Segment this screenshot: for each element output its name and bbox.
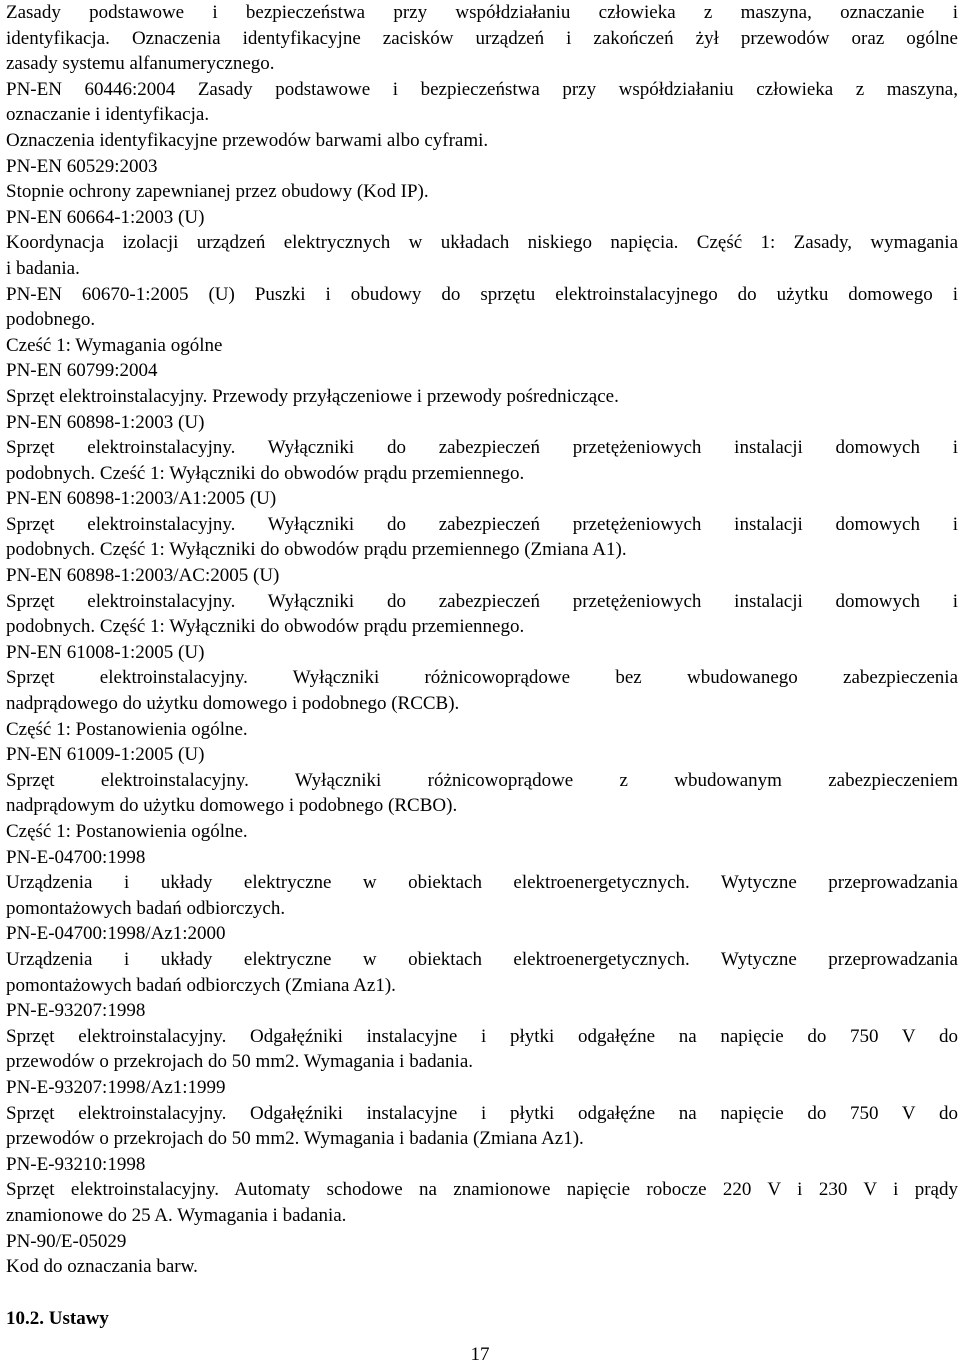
text-line: Urządzenia i układy elektryczne w obiektach elektroenergetycznych. Wytyczne przeprowadzania (6, 948, 958, 970)
text-line: podobnego. (6, 309, 96, 331)
text-line: Urządzenia i układy elektryczne w obiektach elektroenergetycznych. Wytyczne przeprowadzania (6, 872, 958, 894)
text-line: PN-EN 60799:2004 (6, 360, 158, 382)
text-line: znamionowe do 25 A. Wymagania i badania. (6, 1204, 347, 1226)
text-line: podobnych. Cześć 1: Wyłączniki do obwodów prądu przemiennego. (6, 462, 525, 484)
text-line: podobnych. Część 1: Wyłączniki do obwodów prądu przemiennego (Zmiana A1). (6, 539, 627, 561)
text-line: Oznaczenia identyfikacyjne przewodów barwami albo cyframi. (6, 129, 489, 151)
text-line: Sprzęt elektroinstalacyjny. Automaty schodowe na znamionowe napięcie robocze 220 V i 230 V i prądy (6, 1179, 958, 1201)
text-line: PN-E-93207:1998/Az1:1999 (6, 1076, 226, 1098)
text-line: PN-EN 60898-1:2003 (U) (6, 411, 205, 433)
text-line: podobnych. Część 1: Wyłączniki do obwodów prądu przemiennego. (6, 616, 525, 638)
text-line: PN-EN 60664-1:2003 (U) (6, 206, 205, 228)
page-number: 17 (470, 1344, 490, 1365)
text-line: Zasady podstawowe i bezpieczeństwa przy współdziałaniu człowieka z maszyna, oznaczanie i (6, 2, 958, 23)
text-line: Sprzęt elektroinstalacyjny. Odgałęźniki instalacyjne i płytki odgałęźne na napięcie do 750 V do (6, 1025, 958, 1047)
text-line: i badania. (6, 257, 80, 279)
text-line: Koordynacja izolacji urządzeń elektrycznych w układach niskiego napięcia. Część 1: Zasady, wymagania (6, 232, 958, 254)
text-line: Sprzęt elektroinstalacyjny. Wyłączniki różnicowoprądowe bez wbudowanego zabezpieczenia (6, 667, 958, 689)
text-line: Sprzęt elektroinstalacyjny. Przewody przyłączeniowe i przewody pośredniczące. (6, 385, 619, 407)
text-line: PN-EN 60898-1:2003/AC:2005 (U) (6, 565, 280, 587)
document-body (6, 0, 958, 1280)
text-line: Sprzęt elektroinstalacyjny. Wyłączniki do zabezpieczeń przetężeniowych instalacji domowych i (6, 513, 958, 535)
text-line: identyfikacja. Oznaczenia identyfikacyjne zacisków urządzeń i zakończeń żył przewodów oraz ogólne (6, 27, 958, 49)
text-line: przewodów o przekrojach do 50 mm2. Wymagania i badania. (6, 1051, 474, 1073)
text-line: PN-E-93207:1998 (6, 1000, 146, 1022)
text-line: PN-EN 60529:2003 (6, 155, 158, 177)
text-line: PN-E-04700:1998 (6, 846, 146, 868)
text-line: oznaczanie i identyfikacja. (6, 104, 210, 126)
text-line: PN-EN 60446:2004 Zasady podstawowe i bezpieczeństwa przy współdziałaniu człowieka z maszyna, (6, 78, 958, 100)
text-line: Kod do oznaczania barw. (6, 1256, 198, 1278)
section-heading: 10.2. Ustawy (6, 1308, 109, 1329)
text-line: Sprzęt elektroinstalacyjny. Wyłączniki do zabezpieczeń przetężeniowych instalacji domowych i (6, 590, 958, 612)
text-line: PN-E-93210:1998 (6, 1153, 146, 1175)
text-line: Część 1: Postanowienia ogólne. (6, 821, 248, 842)
text-line: Sprzęt elektroinstalacyjny. Wyłączniki do zabezpieczeń przetężeniowych instalacji domowych i (6, 437, 958, 459)
text-line: przewodów o przekrojach do 50 mm2. Wymagania i badania (Zmiana Az1). (6, 1128, 584, 1150)
text-line: Stopnie ochrony zapewnianej przez obudowy (Kod IP). (6, 181, 429, 203)
text-line: Cześć 1: Wymagania ogólne (6, 334, 223, 356)
text-line: PN-E-04700:1998/Az1:2000 (6, 923, 226, 945)
text-line: PN-90/E-05029 (6, 1230, 127, 1252)
text-line: PN-EN 60898-1:2003/A1:2005 (U) (6, 488, 277, 510)
text-line: nadprądowego do użytku domowego i podobnego (RCCB). (6, 693, 460, 715)
text-line: PN-EN 60670-1:2005 (U) Puszki i obudowy do sprzętu elektroinstalacyjnego do użytku domowego i (6, 283, 958, 305)
text-line: Sprzęt elektroinstalacyjny. Odgałęźniki instalacyjne i płytki odgałęźne na napięcie do 750 V do (6, 1102, 958, 1124)
text-line: Sprzęt elektroinstalacyjny. Wyłączniki różnicowoprądowe z wbudowanym zabezpieczeniem (6, 769, 958, 791)
text-line: pomontażowych badań odbiorczych. (6, 897, 286, 919)
text-line: zasady systemu alfanumerycznego. (6, 53, 275, 75)
text-line: pomontażowych badań odbiorczych (Zmiana Az1). (6, 974, 396, 996)
text-line: Część 1: Postanowienia ogólne. (6, 718, 248, 740)
text-line: nadprądowym do użytku domowego i podobnego (RCBO). (6, 795, 458, 817)
text-line: PN-EN 61009-1:2005 (U) (6, 744, 205, 766)
text-line: PN-EN 61008-1:2005 (U) (6, 641, 205, 663)
